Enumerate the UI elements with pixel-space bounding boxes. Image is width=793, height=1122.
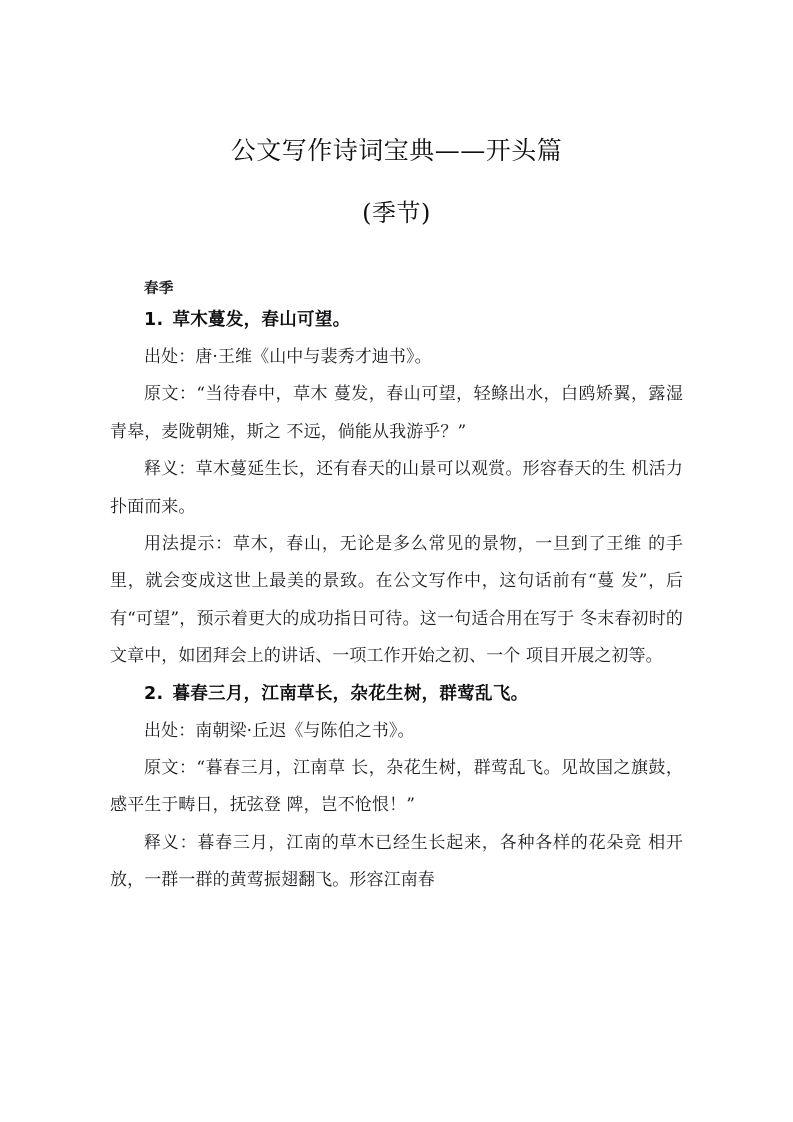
entry-number-2: 2. <box>144 683 164 704</box>
entry-usage-1: 用法提示：草木，春山，无论是多么常见的景物，一旦到了王维 的手里，就会变成这世上最美的景致。在公文写作中，这句话前有“蔓 发”，后有“可望”，预示着更大的成功指日可待。这一句适合用在写于 冬末春初时的文章中，如团拜会上的讲话、一项工作开始之初、一个 项目开展之初等。 <box>110 534 683 667</box>
entry-number-1: 1. <box>144 310 164 330</box>
entry-quote-2: 暮春三月，江南草长，杂花生树，群莺乱飞。 <box>172 683 529 704</box>
entry-heading-2 <box>144 676 683 713</box>
page-subtitle: (季节) <box>362 199 431 227</box>
entry-heading-1 <box>144 302 683 339</box>
entry-quote-1: 草木蔓发，春山可望。 <box>172 310 351 330</box>
entry-meaning-1: 释义：草木蔓延生长，还有春天的山景可以观赏。形容春天的生 机活力扑面而来。 <box>110 459 683 517</box>
entry-original-1: 原文：“当待春中，草木 蔓发，春山可望，轻鲦出水，白鸥矫翼，露湿青皋，麦陇朝雉，斯之 不远，倘能从我游乎？” <box>110 384 683 442</box>
page-title: 公文写作诗词宝典——开头篇 <box>230 136 563 165</box>
season-label: 春季 <box>144 281 174 297</box>
title-block <box>0 128 793 236</box>
entry-meaning-2: 释义：暮春三月，江南的草木已经生长起来，各种各样的花朵竞 相开放，一群一群的黄莺振翅翻飞。形容江南春 <box>110 832 683 891</box>
entry-source-1: 出处：唐·王维《山中与裴秀才迪书》。 <box>144 347 432 367</box>
entry-source-2: 出处：南朝梁·丘迟《与陈伯之书》。 <box>144 720 415 741</box>
entry-original-2: 原文：“暮春三月，江南草 长，杂花生树，群莺乱飞。见故国之旗鼓，感平生于畴日，抚弦登 陴，岂不怆恨！” <box>110 758 683 816</box>
document-body <box>110 276 683 900</box>
